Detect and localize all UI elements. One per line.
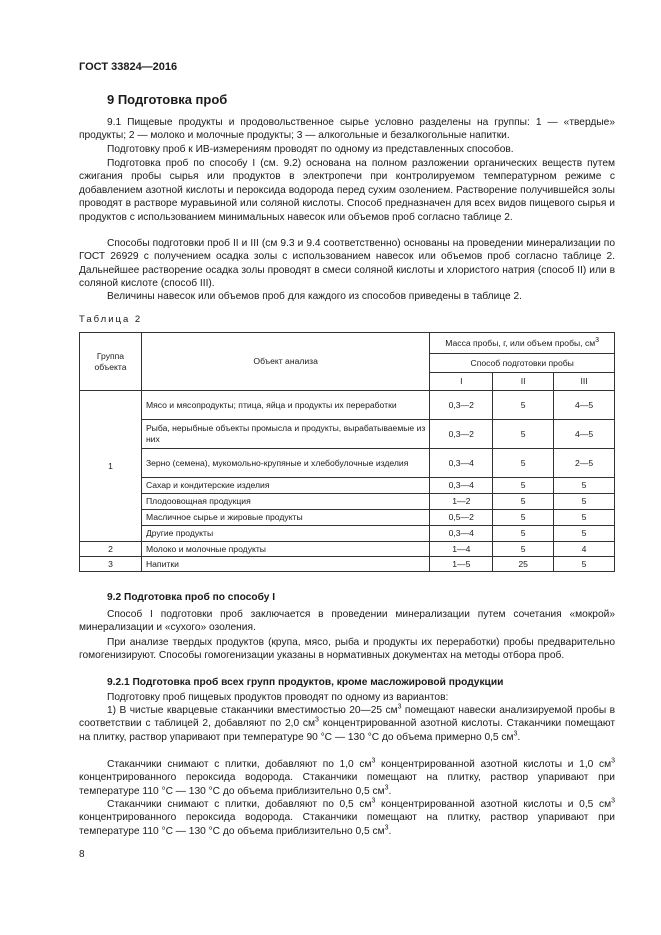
table-head-method: Способ подготовки пробы <box>430 354 615 373</box>
table-cell-m3: 5 <box>554 557 615 572</box>
sup-cm3: 3 <box>315 717 319 725</box>
table-cell-object: Молоко и молочные продукты <box>141 542 429 557</box>
table-cell-m1: 0,3—2 <box>430 420 493 449</box>
table-cell-m3: 2—5 <box>554 449 615 478</box>
table-head-method-3: III <box>554 373 615 391</box>
table-cell-object: Другие продукты <box>141 526 429 542</box>
table-cell-m3: 5 <box>554 526 615 542</box>
table-row <box>80 478 615 494</box>
step-2-text-a: Стаканчики снимают с плитки, добавляют по 1,0 см <box>107 759 372 770</box>
table-cell-m1: 0,5—2 <box>430 510 493 526</box>
paragraph-method-1: Подготовка проб по способу I (см. 9.2) основана на полном разложении органических веществ путем сжигания пробы сырья или продуктов в электропечи при контролируемом температурном режиме с добавлением азотной кислоты и пероксида водорода перед сухим озолением. Растворение получившейся золы проводят в растворе муравьиной или соляной кислоты. Способ предназначен для всех видов пищевого сырья и продуктов с использованием минимальных навесок или объемов проб согласно таблице 2. <box>79 158 615 223</box>
table-cell-m2: 5 <box>493 510 554 526</box>
table-cell-m1: 1—5 <box>430 557 493 572</box>
table-cell-m1: 0,3—4 <box>430 478 493 494</box>
table-cell-m3: 5 <box>554 478 615 494</box>
table-cell-m1: 0,3—2 <box>430 391 493 420</box>
step-3-text-c: концентрированного пероксида водорода. Стаканчики помещают на плитку, раствор упаривают при температуре 110 °С — 130 °С до объема приблизительно 0,5 см <box>79 812 615 837</box>
section-9-2-title: 9.2 Подготовка проб по способу I <box>107 592 276 603</box>
table-cell-object: Сахар и кондитерские изделия <box>141 478 429 494</box>
table-cell-object: Напитки <box>141 557 429 572</box>
table-cell-group: 1 <box>80 391 142 542</box>
paragraph-methods: Подготовку проб к ИВ-измерениям проводят по одному из представленных способов. <box>107 144 514 155</box>
table-cell-m2: 5 <box>493 478 554 494</box>
table-cell-m3: 4 <box>554 542 615 557</box>
sup-cm3: 3 <box>611 797 615 805</box>
table-cell-m1: 1—4 <box>430 542 493 557</box>
table-cell-m3: 5 <box>554 510 615 526</box>
paragraph-9-2-intro: Способ I подготовки проб заключается в проведении минерализации путем сочетания «мокрой» минерализации и «сухого» озоления. <box>79 609 615 634</box>
step-3-text-b: концентрированной азотной кислоты и 0,5 см <box>375 799 612 810</box>
step-2-text-b: концентрированной азотной кислоты и 1,0 см <box>375 759 612 770</box>
paragraph-table-ref: Величины навесок или объемов проб для каждого из способов приведены в таблице 2. <box>107 291 522 302</box>
paragraph-9-2-homogenize: При анализе твердых продуктов (крупа, мясо, рыба и продукты их переработки) пробы предварительно гомогенизируют. Способы гомогенизации указаны в нормативных документах на методы отбора проб. <box>79 637 615 662</box>
step-3-text-a: Стаканчики снимают с плитки, добавляют по 0,5 см <box>107 799 372 810</box>
paragraph-third-step <box>79 798 615 838</box>
table-cell-m2: 5 <box>493 494 554 510</box>
table-head-mass <box>430 333 615 354</box>
variant-1-text-d: . <box>517 731 521 743</box>
table-2-caption: Таблица 2 <box>79 314 143 325</box>
paragraph-9-1: 9.1 Пищевые продукты и продовольственное сырье условно разделены на группы: 1 — «твердые» продукты; 2 — молоко и молочные продукты; 3 — алкогольные и безалкогольные напитки. <box>79 117 615 142</box>
table-cell-m2: 5 <box>493 526 554 542</box>
section-9-2-1-title: 9.2.1 Подготовка проб всех групп продуктов, кроме масложировой продукции <box>107 677 504 688</box>
table-cell-m2: 25 <box>493 557 554 572</box>
sup-cm3: 3 <box>397 703 402 711</box>
table-cell-m1: 0,3—4 <box>430 449 493 478</box>
paragraph-second-step <box>79 758 615 798</box>
table-cell-group: 2 <box>80 542 142 557</box>
table-row <box>80 391 615 420</box>
table-head-object: Объект анализа <box>141 333 429 391</box>
sup-cm3: 3 <box>611 757 615 765</box>
sup-cm3: 3 <box>384 784 389 792</box>
variant-1-text-c: концентрированной азотной кислоты. Стаканчики помещают на плитку, раствор упаривают при температуре 90 °С — 130 °С до объема примерно 0,5 см <box>79 718 615 743</box>
sup-cm3: 3 <box>513 730 518 738</box>
table-head-group: Группа объекта <box>80 333 142 391</box>
table-row <box>80 510 615 526</box>
table-cell-m2: 5 <box>493 420 554 449</box>
table-row <box>80 449 615 478</box>
paragraph-method-2-3: Способы подготовки проб II и III (см 9.3 и 9.4 соответственно) основаны на проведении минерализации по ГОСТ 26929 с получением осадка золы с использованием навесок или объемов проб согласно таблице 2. Дальнейшее растворение осадка золы проводят в смеси соляной кислоты и хлористого натрия (способ II) или в соляной кислоте (способ III). <box>79 238 615 290</box>
table-cell-object: Плодоовощная продукция <box>141 494 429 510</box>
table-cell-m1: 0,3—4 <box>430 526 493 542</box>
sup-cm3: 3 <box>384 824 389 832</box>
variant-1-text-a: 1) В чистые кварцевые стаканчики вместимостью 20—25 см <box>107 705 398 716</box>
table-cell-m3: 4—5 <box>554 391 615 420</box>
paragraph-variant-1 <box>79 704 615 744</box>
step-3-text-d: . <box>388 825 392 837</box>
table-head-mass-sup: 3 <box>595 336 600 344</box>
page-number: 8 <box>79 849 85 860</box>
table-cell-object: Зерно (семена), мукомольно-крупяные и хлебобулочные изделия <box>141 449 429 478</box>
sup-cm3: 3 <box>371 797 376 805</box>
table-head-method-1: I <box>430 373 493 391</box>
standard-header: ГОСТ 33824—2016 <box>79 61 178 73</box>
table-cell-object: Рыба, нерыбные объекты промысла и продукты, вырабатываемые из них <box>141 420 429 449</box>
table-row <box>80 542 615 557</box>
table-cell-object: Масличное сырье и жировые продукты <box>141 510 429 526</box>
table-2 <box>79 332 615 572</box>
table-cell-group: 3 <box>80 557 142 572</box>
table-row <box>80 420 615 449</box>
table-row <box>80 557 615 572</box>
table-cell-m2: 5 <box>493 391 554 420</box>
variant-1-text-b: помещают навески анализируемой пробы в соответствии с таблицей 2, добавляют по 2,0 см <box>79 705 616 730</box>
table-head-method-2: II <box>493 373 554 391</box>
table-row <box>80 526 615 542</box>
table-cell-object: Мясо и мясопродукты; птица, яйца и продукты их переработки <box>141 391 429 420</box>
table-cell-m2: 5 <box>493 542 554 557</box>
step-2-text-c: концентрированного пероксида водорода. Стаканчики помещают на плитку, раствор упаривают при температуре 110 °С — 130 °С до объема приблизительно 0,5 см <box>79 772 615 797</box>
sup-cm3: 3 <box>371 757 376 765</box>
table-cell-m3: 5 <box>554 494 615 510</box>
table-cell-m1: 1—2 <box>430 494 493 510</box>
table-cell-m2: 5 <box>493 449 554 478</box>
table-cell-m3: 4—5 <box>554 420 615 449</box>
table-head-mass-text: Масса пробы, г, или объем пробы, см <box>445 337 596 348</box>
table-row <box>80 494 615 510</box>
step-2-text-d: . <box>388 785 392 797</box>
section-9-title: 9 Подготовка проб <box>107 92 228 107</box>
paragraph-9-2-1-variants: Подготовку проб пищевых продуктов проводят по одному из вариантов: <box>107 692 449 703</box>
